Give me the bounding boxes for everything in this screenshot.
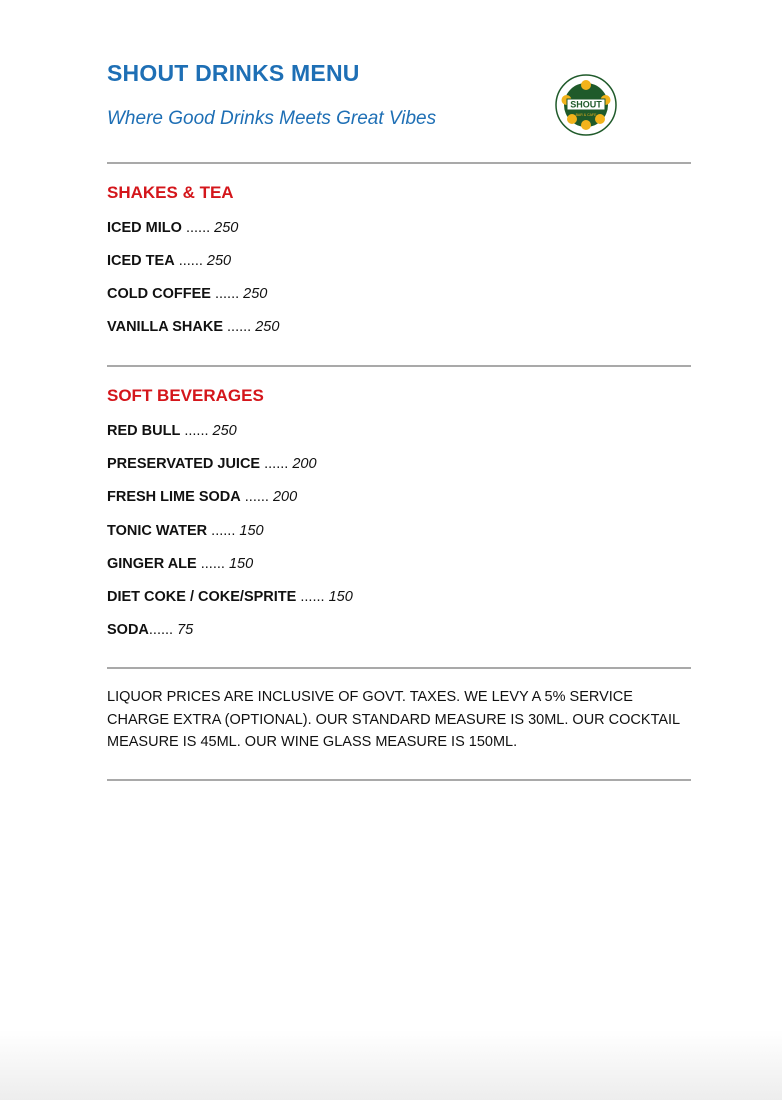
item-price: 250 xyxy=(206,253,232,269)
menu-item xyxy=(107,319,279,335)
section-title-soft-beverages: SOFT BEVERAGES xyxy=(107,386,264,405)
menu-item xyxy=(107,286,267,302)
menu-item xyxy=(107,556,253,572)
item-name: ICED TEA xyxy=(107,253,175,269)
item-leader: ...... xyxy=(207,523,240,539)
item-price: 250 xyxy=(243,286,268,302)
item-price: 250 xyxy=(214,220,239,236)
menu-item xyxy=(107,489,297,505)
section-title-shakes-tea: SHAKES & TEA xyxy=(107,183,234,202)
menu-item xyxy=(107,456,317,472)
page-subtitle: Where Good Drinks Meets Great Vibes xyxy=(107,108,437,129)
menu-item xyxy=(107,622,193,638)
item-leader: ...... xyxy=(210,286,244,302)
divider xyxy=(107,365,691,367)
menu-item xyxy=(107,423,237,439)
item-name: PRESERVATED JUICE xyxy=(107,456,261,472)
menu-item xyxy=(107,220,238,236)
item-leader: ...... xyxy=(180,423,213,439)
item-leader: ...... xyxy=(260,456,293,472)
item-name: FRESH LIME SODA xyxy=(107,489,241,505)
item-leader: ...... xyxy=(148,622,178,638)
logo-text: SHOUT xyxy=(570,99,602,110)
footer-note: LIQUOR PRICES ARE INCLUSIVE OF GOVT. TAXES. WE LEVY A 5% SERVICE CHARGE EXTRA (OPTIONAL). OUR STANDARD MEASURE IS 30ML. OUR COCKTAIL MEASURE IS 45ML. OUR WINE GLASS MEASURE IS 150ML. xyxy=(107,689,680,750)
item-price: 150 xyxy=(239,523,264,539)
divider xyxy=(107,667,691,669)
menu-item xyxy=(107,523,264,539)
item-name: COLD COFFEE xyxy=(107,286,211,302)
item-name: SODA xyxy=(107,622,149,638)
page-bottom-shade xyxy=(0,1030,782,1100)
item-leader: ...... xyxy=(181,220,215,236)
item-name: DIET COKE / COKE/SPRITE xyxy=(107,589,297,605)
divider xyxy=(107,779,691,781)
item-price: 150 xyxy=(228,556,254,572)
item-price: 250 xyxy=(255,319,280,335)
item-name: GINGER ALE xyxy=(107,556,197,572)
item-leader: ...... xyxy=(223,319,256,335)
shout-logo xyxy=(554,73,618,137)
item-price: 150 xyxy=(328,589,353,605)
item-leader: ...... xyxy=(196,556,229,572)
item-leader: ...... xyxy=(296,589,329,605)
item-name: TONIC WATER xyxy=(107,523,208,539)
menu-item xyxy=(107,589,353,605)
item-price: 200 xyxy=(292,456,317,472)
menu-item xyxy=(107,253,231,269)
item-name: RED BULL xyxy=(107,423,181,439)
item-leader: ...... xyxy=(240,489,273,505)
item-name: ICED MILO xyxy=(107,220,182,236)
divider xyxy=(107,162,691,164)
page-title: SHOUT DRINKS MENU xyxy=(107,60,360,86)
item-name: VANILLA SHAKE xyxy=(107,319,223,335)
logo-small-text: BAR & CAFE xyxy=(575,113,597,117)
item-price: 200 xyxy=(272,489,298,505)
item-price: 75 xyxy=(177,622,194,638)
item-leader: ...... xyxy=(174,253,207,269)
item-price: 250 xyxy=(212,423,237,439)
